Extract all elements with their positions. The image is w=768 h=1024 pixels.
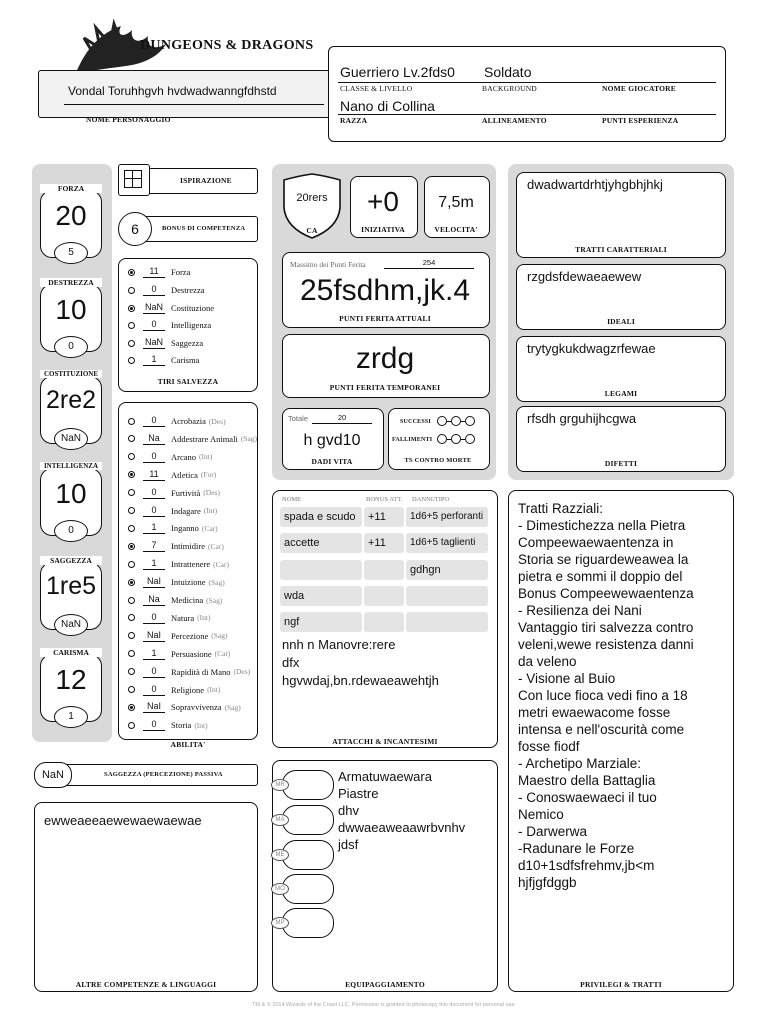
skill-ability: (Sag) (240, 434, 258, 444)
bonds-box[interactable] (516, 336, 726, 402)
save-name: Saggezza (171, 338, 204, 348)
equipment-line: jdsf (338, 837, 359, 852)
ability-modifier[interactable]: 0 (54, 336, 88, 358)
save-row-intelligence[interactable] (128, 318, 211, 332)
personality-traits-label: TRATTI CARATTERIALI (575, 245, 667, 254)
bonds-text[interactable]: trytygkukdwagzrfewae (527, 341, 656, 356)
skill-value[interactable]: NaI (143, 576, 165, 588)
skill-row[interactable] (128, 575, 225, 589)
save-name: Forza (171, 267, 191, 277)
attack-damage[interactable] (406, 586, 488, 606)
proficiency-dot[interactable] (128, 632, 135, 639)
other-proficiencies-text[interactable]: ewweaeeaewewaewaewae (44, 813, 202, 828)
skill-name: Intuizione (171, 577, 206, 588)
save-row-strength[interactable] (128, 265, 190, 279)
ability-modifier[interactable]: 5 (54, 242, 88, 264)
hp-current-label: PUNTI FERITA ATTUALI (339, 314, 431, 323)
skill-name: Rapidità di Mano (171, 666, 231, 677)
ability-name: FORZA (40, 184, 102, 193)
skill-ability: (Int) (197, 613, 211, 623)
skill-name: Percezione (171, 630, 209, 641)
attack-name[interactable]: accette (280, 533, 362, 553)
skill-value[interactable]: 0 (143, 719, 165, 731)
save-name: Intelligenza (171, 320, 212, 330)
passive-wisdom-label: SAGGEZZA (PERCEZIONE) PASSIVA (104, 771, 223, 778)
hp-temp-label: PUNTI FERITA TEMPORANEI (329, 383, 441, 392)
attack-bonus[interactable] (364, 586, 404, 606)
proficiency-label: BONUS DI COMPETENZA (162, 225, 246, 232)
skill-ability: (Int) (194, 720, 208, 730)
proficiency-dot[interactable] (128, 561, 135, 568)
feature-line: -Radunare le Forze (518, 841, 635, 856)
ability-dexterity (40, 278, 102, 356)
logo-text: DUNGEONS & DRAGONS (140, 38, 314, 53)
skill-value[interactable]: NaI (143, 630, 165, 642)
features-label: PRIVILEGI & TRATTI (580, 980, 662, 989)
background-value[interactable]: Soldato (484, 64, 532, 80)
skill-name: Religione (171, 684, 205, 695)
speed-value[interactable]: 7,5m (438, 194, 474, 211)
skill-ability: (Car) (201, 523, 218, 533)
alignment-label: ALLINEAMENTO (482, 116, 547, 125)
skill-name: Intrattenere (171, 559, 211, 570)
feature-line: hjfjgfdggb (518, 875, 577, 890)
hit-dice-value[interactable]: h gvd10 (303, 432, 361, 449)
proficiency-dot[interactable] (128, 614, 135, 621)
proficiency-dot[interactable] (128, 453, 135, 460)
character-name-label: NOME PERSONAGGIO (86, 115, 171, 124)
skill-value[interactable]: 0 (143, 612, 165, 624)
save-name: Destrezza (171, 285, 205, 295)
ability-wisdom (40, 556, 102, 634)
hit-dice-total-label: Totale (288, 414, 309, 423)
feature-line: - Conoswaewaeci il tuo (518, 790, 657, 805)
personality-traits-box[interactable] (516, 172, 726, 258)
equipment-label: EQUIPAGGIAMENTO (345, 980, 425, 989)
feature-line: - Visione al Buio (518, 671, 616, 686)
proficiency-dot[interactable] (128, 357, 135, 364)
skill-ability: (Int) (203, 506, 218, 515)
proficiency-dot[interactable] (128, 543, 135, 550)
other-proficiencies-box (34, 802, 258, 992)
flaws-text[interactable]: rfsdh grguhijhcgwa (527, 411, 637, 426)
hp-temp-value[interactable]: zrdg (355, 342, 415, 375)
proficiency-dot[interactable] (128, 322, 135, 329)
success-circle[interactable] (451, 416, 461, 426)
skill-value[interactable]: 11 (143, 469, 165, 481)
skill-ability: (For) (200, 470, 217, 480)
ability-score[interactable]: 12 (55, 664, 87, 695)
attack-name[interactable]: wda (280, 586, 362, 606)
skill-value[interactable]: 0 (143, 684, 165, 696)
coin-label: MO (271, 883, 289, 895)
skill-name: Medicina (171, 595, 204, 605)
proficiency-dot[interactable] (128, 287, 135, 294)
attacks-header-bonus: BONUS ATT. (366, 496, 403, 503)
skill-value[interactable]: 1 (143, 648, 165, 660)
row2-line (338, 114, 716, 115)
attack-name[interactable]: ngf (280, 612, 362, 632)
feature-line: pietra e sommi il doppio del (518, 569, 683, 584)
save-row-constitution[interactable] (128, 301, 214, 315)
skill-name: Arcano (171, 451, 197, 462)
class-level-value[interactable]: Guerriero Lv.2fds0 (340, 64, 455, 80)
save-value[interactable]: 0 (143, 284, 165, 296)
initiative-value[interactable]: +0 (367, 186, 399, 217)
failure-circle[interactable] (451, 434, 461, 444)
skill-row[interactable] (128, 450, 212, 464)
skill-value[interactable]: 0 (143, 451, 165, 463)
feature-line: Tratti Razziali: (518, 501, 604, 516)
failures-circles[interactable] (437, 434, 475, 444)
hit-dice-label: DADI VITA (311, 457, 353, 466)
save-name: Carisma (171, 355, 200, 365)
attack-damage[interactable] (406, 612, 488, 632)
skill-row[interactable] (128, 718, 208, 732)
skill-name: Acrobazia (171, 416, 206, 426)
flaws-box[interactable] (516, 406, 726, 472)
successes-circles[interactable] (437, 416, 475, 426)
skill-row[interactable] (128, 468, 216, 482)
header (30, 18, 730, 148)
proficiency-dot[interactable] (128, 435, 135, 442)
coin-gold[interactable] (275, 874, 334, 904)
successes-label: SUCCESSI (400, 419, 431, 425)
attacks-label: ATTACCHI & INCANTESIMI (332, 737, 438, 746)
proficiency-dot[interactable] (128, 525, 135, 532)
skill-name: Inganno (171, 523, 199, 534)
save-value[interactable]: 1 (143, 354, 165, 366)
skill-ability: (Sag) (211, 631, 228, 641)
skill-ability: (Des) (208, 416, 226, 426)
feature-line: - Archetipo Marziale: (518, 756, 642, 771)
skill-row[interactable] (128, 683, 220, 697)
equipment-line: dwwaeaweaawrbvnhv (338, 820, 466, 835)
skill-row[interactable] (128, 700, 241, 714)
skill-value[interactable]: Na (143, 594, 165, 606)
bonds-label: LEGAMI (604, 389, 638, 398)
skill-row[interactable] (128, 557, 229, 571)
save-row-wisdom[interactable] (128, 336, 203, 350)
skill-ability: (Car) (208, 541, 224, 551)
inspiration-label: ISPIRAZIONE (180, 176, 232, 185)
failure-circle[interactable] (437, 434, 447, 444)
proficiency-dot[interactable] (128, 597, 135, 604)
ability-charisma (40, 648, 102, 726)
skill-name: Persuasione (171, 648, 212, 659)
coin-label: MP (271, 917, 289, 929)
experience-label: PUNTI ESPERIENZA (602, 116, 679, 125)
attack-damage[interactable]: 1d6+5 perforanti (406, 507, 488, 527)
hp-current-value[interactable]: 25fsdhm,jk.4 (299, 274, 471, 307)
skill-name: Indagare (171, 505, 201, 516)
success-circle[interactable] (437, 416, 447, 426)
coin-label: ME (271, 849, 289, 861)
failure-circle[interactable] (465, 434, 475, 444)
class-level-label: CLASSE & LIVELLO (340, 84, 413, 93)
attack-damage[interactable]: 1d6+5 taglienti (406, 533, 488, 553)
skills-label: ABILITA' (170, 740, 206, 749)
feature-line: metri ewaewacome fosse (518, 705, 671, 720)
skill-value[interactable]: 7 (143, 540, 165, 552)
save-row-charisma[interactable] (128, 353, 199, 367)
skill-ability: (Des) (203, 488, 220, 498)
coin-label: MA (271, 814, 289, 826)
skill-value[interactable]: 1 (143, 558, 165, 570)
skill-row[interactable] (128, 629, 228, 643)
hit-dice-total-line (312, 423, 372, 424)
ability-name: DESTREZZA (40, 278, 102, 287)
attack-bonus[interactable] (364, 560, 404, 580)
feature-line: fosse fiodf (518, 739, 580, 754)
skill-name: Sopravvivenza (171, 702, 222, 713)
feature-line: Maestro della Battaglia (518, 773, 656, 788)
inspiration-checkbox[interactable] (118, 164, 150, 196)
skill-value[interactable]: 0 (143, 487, 165, 499)
ability-strength (40, 184, 102, 262)
attacks-notes[interactable] (282, 636, 439, 690)
coin-copper[interactable] (275, 770, 334, 800)
proficiency-dot[interactable] (128, 686, 135, 693)
save-value[interactable]: NaN (144, 337, 163, 347)
skill-row[interactable] (128, 486, 220, 500)
ability-name: INTELLIGENZA (40, 462, 102, 470)
ability-score[interactable]: 20 (55, 200, 87, 231)
feature-line: da veleno (518, 654, 577, 669)
coin-label: MR (271, 779, 289, 791)
speed-label: VELOCITA' (434, 225, 478, 234)
proficiency-dot[interactable] (128, 471, 135, 478)
skill-value[interactable]: Na (143, 433, 165, 445)
feature-line: Compeewaewaentenza in (518, 535, 674, 550)
other-proficiencies-label: ALTRE COMPETENZE & LINGUAGGI (75, 980, 217, 989)
row1-line (338, 82, 716, 83)
skill-ability: (Sag) (224, 702, 241, 712)
proficiency-dot[interactable] (128, 269, 135, 276)
attacks-note-line: dfx (282, 655, 300, 670)
ability-modifier[interactable]: 0 (54, 520, 88, 542)
skill-value[interactable]: 1 (143, 522, 165, 534)
skill-ability: (Car) (214, 649, 231, 659)
success-circle[interactable] (465, 416, 475, 426)
skill-row[interactable] (128, 521, 218, 535)
hp-max-value[interactable]: 254 (422, 258, 436, 267)
saving-throws-label: TIRI SALVEZZA (157, 377, 219, 386)
skill-value[interactable]: 0 (143, 415, 165, 427)
attack-bonus[interactable]: +11 (364, 533, 404, 553)
hit-dice-total-value[interactable]: 20 (337, 413, 347, 422)
feature-line: Nemico (518, 807, 564, 822)
skill-ability: (Sag) (206, 595, 223, 605)
proficiency-dot[interactable] (128, 340, 135, 347)
save-row-dexterity[interactable] (128, 283, 205, 297)
skill-value[interactable]: NaI (143, 701, 165, 713)
character-name-line (64, 104, 324, 105)
ideals-label: IDEALI (607, 317, 635, 326)
race-label: RAZZA (340, 116, 368, 125)
ability-name: CARISMA (40, 648, 102, 657)
footer-copyright: TM & © 2014 Wizards of the Coast LLC. Permission is granted to photocopy this document for personal use. (252, 1002, 516, 1008)
ability-score[interactable]: 10 (55, 294, 87, 325)
feature-line: - Resilienza dei Nani (518, 603, 642, 618)
ability-name: COSTITUZIONE (40, 370, 102, 378)
character-name[interactable]: Vondal Toruhhgvh hvdwadwanngfdhstd (68, 84, 277, 98)
skill-row[interactable] (128, 539, 224, 553)
skill-value[interactable]: 0 (143, 505, 165, 517)
armor-class-label: CA (306, 226, 318, 235)
coin-electrum[interactable] (275, 840, 334, 870)
attack-damage[interactable]: gdhgn (406, 560, 488, 580)
skill-row[interactable] (128, 647, 230, 661)
skill-name: Addestrare Animali (171, 433, 238, 444)
skill-ability: (Car) (213, 559, 229, 569)
ability-name: SAGGEZZA (40, 556, 102, 565)
skill-name: Intimidire (171, 541, 205, 552)
skill-name: Furtività (171, 487, 201, 498)
ability-score[interactable]: 2re2 (45, 386, 97, 414)
feature-line: d10+1sdfsfrehmv,jb<m (518, 858, 655, 873)
equipment-list[interactable] (338, 768, 465, 853)
attack-name[interactable] (280, 560, 362, 580)
skill-row[interactable] (128, 665, 250, 679)
skill-row[interactable] (128, 414, 226, 428)
skill-ability: (Des) (233, 667, 251, 677)
skill-name: Natura (171, 612, 195, 623)
equipment-line: Piastre (338, 786, 379, 801)
skill-name: Storia (171, 720, 192, 731)
proficiency-dot[interactable] (128, 489, 135, 496)
proficiency-dot[interactable] (128, 722, 135, 729)
death-saves-label: TS CONTRO MORTE (404, 457, 472, 464)
ability-modifier[interactable]: 1 (54, 706, 88, 728)
proficiency-dot[interactable] (128, 305, 135, 312)
proficiency-dot[interactable] (128, 704, 135, 711)
proficiency-dot[interactable] (128, 418, 135, 425)
feature-line: Bonus Compeewewaentenza (518, 586, 694, 601)
equipment-line: Armatuwaewara (338, 769, 432, 784)
feature-line: - Darwerwa (518, 824, 588, 839)
proficiency-dot[interactable] (128, 650, 135, 657)
attacks-note-line: nnh n Manovre:rere (282, 637, 396, 652)
skill-name: Atletica (171, 469, 198, 480)
skill-row[interactable] (128, 611, 210, 625)
feature-line: Storia se riguardeweawea la (518, 552, 689, 567)
failures-label: FALLIMENTI (392, 437, 433, 443)
skill-row[interactable] (128, 432, 257, 446)
coin-silver[interactable] (275, 805, 334, 835)
skill-row[interactable] (128, 593, 222, 607)
hp-max-line (384, 268, 474, 269)
feature-line: - Dimestichezza nella Pietra (518, 518, 686, 533)
attacks-note-line: hgvwdaj,bn.rdewaeawehtjh (282, 673, 439, 688)
features-text[interactable] (518, 500, 730, 891)
initiative-label: INIZIATIVA (361, 225, 405, 234)
proficiency-dot[interactable] (128, 579, 135, 586)
feature-line: Vantaggio tiri salvezza contro (518, 620, 694, 635)
save-value[interactable]: 0 (143, 319, 165, 331)
attacks-header-name: NOME (282, 496, 302, 503)
player-name-label: NOME GIOCATORE (602, 84, 676, 93)
save-value[interactable]: 11 (143, 266, 165, 278)
race-value[interactable]: Nano di Collina (340, 98, 435, 114)
attack-name[interactable]: spada e scudo (280, 507, 362, 527)
ideals-box[interactable] (516, 264, 726, 330)
proficiency-dot[interactable] (128, 668, 135, 675)
feature-line: intensa e nell'oscurità come (518, 722, 685, 737)
skill-value[interactable]: 0 (143, 666, 165, 678)
ability-modifier[interactable]: NaN (54, 614, 88, 636)
flaws-label: DIFETTI (604, 459, 638, 468)
feature-line: Con luce fioca vedi fino a 18 (518, 688, 688, 703)
coin-platinum[interactable] (275, 908, 334, 938)
skill-ability: (Sag) (208, 577, 225, 587)
attacks-header-damage: DANNI/TIPO (412, 496, 450, 503)
ability-score[interactable]: 1re5 (45, 572, 97, 600)
armor-class-value[interactable]: 20rers (296, 192, 328, 204)
feature-line: veleni,wewe resistenza danni (518, 637, 694, 652)
equipment-line: dhv (338, 803, 359, 818)
personality-traits-text[interactable]: dwadwartdrhtjyhgbhjhkj (527, 177, 663, 192)
ability-modifier[interactable]: NaN (54, 428, 88, 450)
skill-row[interactable] (128, 504, 217, 518)
attack-bonus[interactable] (364, 612, 404, 632)
passive-wisdom-value[interactable]: NaN (34, 762, 72, 788)
character-info-box (328, 46, 726, 142)
proficiency-dot[interactable] (128, 507, 135, 514)
proficiency-circle[interactable]: 6 (118, 212, 152, 246)
hp-max-label: Massimo dei Punti Ferita (290, 260, 366, 269)
attack-bonus[interactable]: +11 (364, 507, 404, 527)
ability-score[interactable]: 10 (55, 478, 87, 509)
save-name: Costituzione (171, 303, 214, 313)
skill-ability: (Int) (207, 685, 221, 694)
ability-constitution (40, 370, 102, 448)
ideals-text[interactable]: rzgdsfdewaeaewew (527, 269, 642, 284)
background-label: BACKGROUND (482, 84, 537, 93)
save-value[interactable]: NaN (144, 302, 163, 312)
ability-intelligence (40, 462, 102, 540)
skill-ability: (Int) (199, 452, 213, 462)
